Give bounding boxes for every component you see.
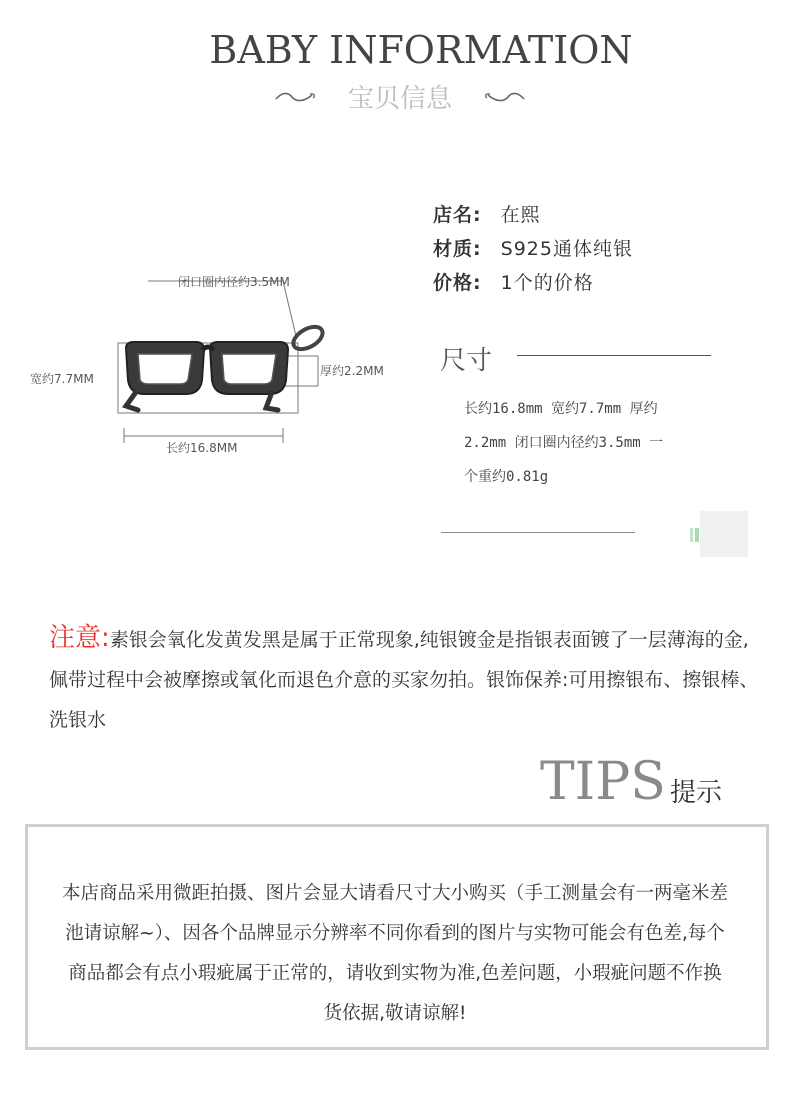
- ring-diameter-label: 闭口圈内径约3.5MM: [178, 275, 290, 289]
- size-title: 尺寸: [440, 346, 493, 376]
- info-bottom-divider: [441, 532, 635, 533]
- length-label: 长约16.8MM: [166, 441, 238, 455]
- swirl-left-ornament-icon: [274, 90, 318, 104]
- material-value: S925通体纯银: [500, 238, 633, 260]
- tips-title-cn: 提示: [670, 778, 723, 808]
- decorative-gray-block: [700, 511, 748, 557]
- price-value: 1个的价格: [500, 272, 594, 294]
- size-line-2: 2.2mm 闭口圈内径约3.5mm 一: [464, 435, 664, 451]
- price-row: [433, 268, 594, 295]
- size-title-divider: [517, 355, 711, 356]
- shop-row: [433, 200, 541, 227]
- tips-text: 本店商品采用微距拍摄、图片会显大请看尺寸大小购买（手工测量会有一两毫米差池请谅解~）、因各个品牌显示分辨率不同你看到的图片与实物可能会有色差,每个商品都会有点小瑕疵属于正常的，请收到实物为准,色差问题，小瑕疵问题不作换货依据,敬请谅解!: [61, 883, 728, 1024]
- product-dimension-diagram: [28, 268, 418, 468]
- material-row: [433, 234, 633, 261]
- material-label: 材质:: [433, 238, 482, 260]
- size-description: [464, 392, 714, 494]
- tips-title-en: TIPS: [540, 752, 666, 812]
- size-line-3: 个重约0.81g: [464, 469, 549, 485]
- width-label: 宽约7.7MM: [30, 372, 94, 386]
- decorative-green-mark: [690, 528, 699, 542]
- notice-heading: 注意:: [49, 623, 110, 653]
- price-label: 价格:: [433, 272, 482, 294]
- notice-text: 素银会氧化发黄发黑是属于正常现象,纯银镀金是指银表面镀了一层薄海的金,佩带过程中会被摩擦或氧化而退色介意的买家勿拍。银饰保养:可用擦银布、擦银棒、洗银水: [49, 629, 759, 731]
- size-line-1: 长约16.8mm 宽约7.7mm 厚约: [464, 401, 658, 417]
- page-title: BABY INFORMATION: [209, 28, 633, 72]
- shop-value: 在熙: [500, 204, 541, 226]
- shop-label: 店名:: [433, 204, 482, 226]
- subtitle: 宝贝信息: [347, 84, 452, 114]
- notice-paragraph: [49, 618, 761, 740]
- swirl-right-ornament-icon: [482, 90, 526, 104]
- subtitle-row: [0, 78, 790, 115]
- thickness-label: 厚约2.2MM: [320, 364, 384, 378]
